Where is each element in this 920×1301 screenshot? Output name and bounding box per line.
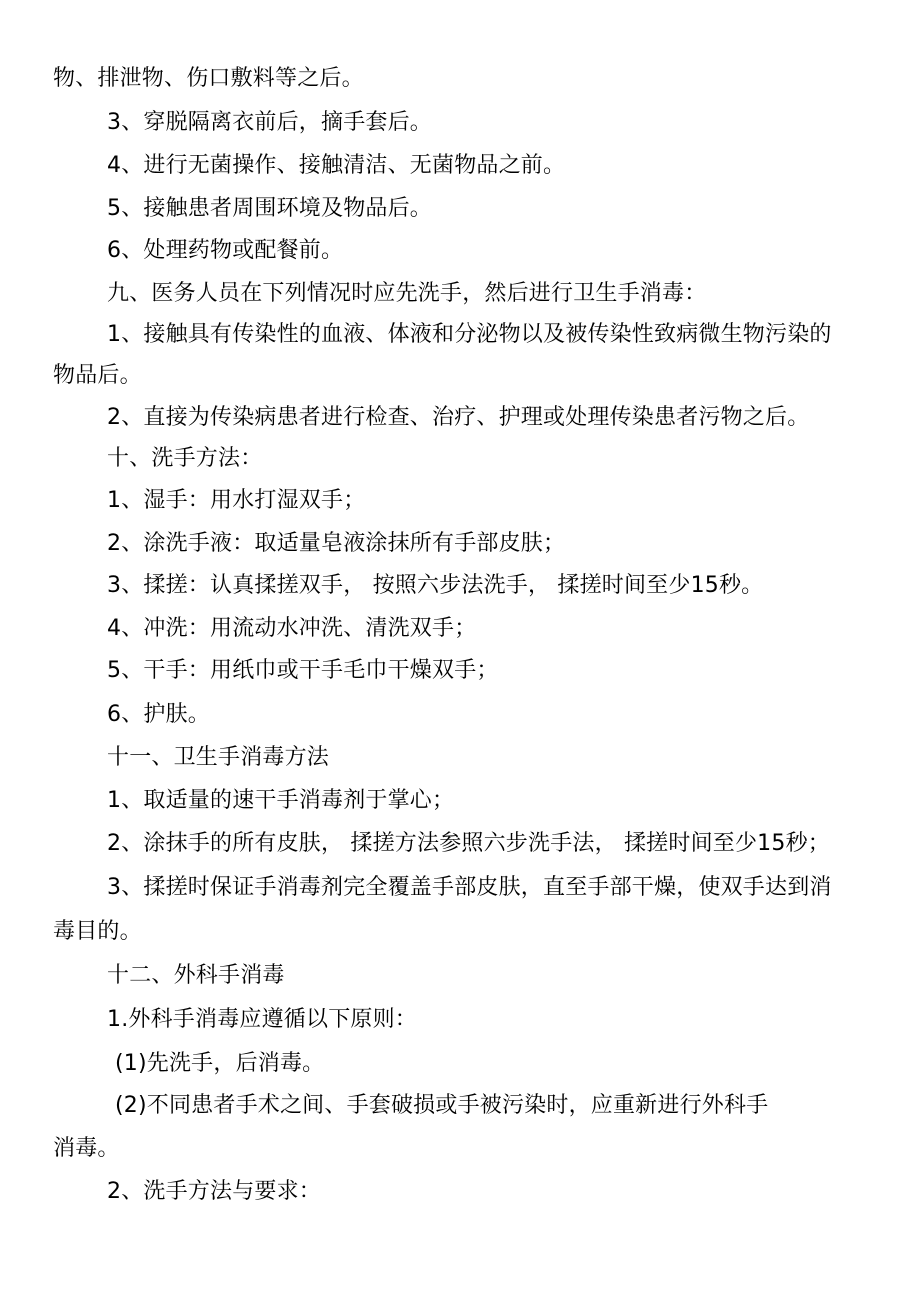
text-line: 2、洗手方法与要求： — [107, 1179, 321, 1204]
text-line: 4、进行无菌操作、接触清洁、无菌物品之前。 — [107, 153, 566, 178]
text-line: (1)先洗手，后消毒。 — [115, 1051, 325, 1076]
text-line: 2、涂抹手的所有皮肤， 揉搓方法参照六步洗手法， 揉搓时间至少15秒； — [107, 831, 830, 856]
text-line: 6、护肤。 — [107, 702, 210, 727]
section-heading: 九、医务人员在下列情况时应先洗手，然后进行卫生手消毒： — [107, 281, 707, 306]
section-heading: 十、洗手方法： — [107, 446, 263, 471]
text-line: 1.外科手消毒应遵循以下原则： — [107, 1007, 417, 1032]
text-line: 3、揉搓：认真揉搓双手， 按照六步法洗手， 揉搓时间至少15秒。 — [107, 573, 764, 598]
text-line: 2、直接为传染病患者进行检查、治疗、护理或处理传染患者污物之后。 — [107, 405, 810, 430]
text-line: 3、揉搓时保证手消毒剂完全覆盖手部皮肤，直至手部干燥，使双手达到消 — [107, 875, 832, 900]
text-line: 5、干手：用纸巾或干手毛巾干燥双手； — [107, 658, 499, 683]
text-line: 6、处理药物或配餐前。 — [107, 238, 344, 263]
section-heading: 十二、外科手消毒 — [107, 963, 285, 988]
text-line: 1、接触具有传染性的血液、体液和分泌物以及被传染性致病微生物污染的 — [107, 322, 832, 347]
text-line: 3、穿脱隔离衣前后，摘手套后。 — [107, 110, 432, 135]
text-line: 1、湿手：用水打湿双手； — [107, 488, 366, 513]
text-line: (2)不同患者手术之间、手套破损或手被污染时，应重新进行外科手 — [115, 1093, 769, 1118]
text-line: 物品后。 — [53, 363, 142, 388]
text-line: 毒目的。 — [53, 919, 142, 944]
text-line: 1、取适量的速干手消毒剂于掌心； — [107, 788, 455, 813]
section-heading: 十一、卫生手消毒方法 — [107, 745, 330, 770]
text-line: 消毒。 — [53, 1136, 120, 1161]
text-line: 4、冲洗：用流动水冲洗、清洗双手； — [107, 616, 477, 641]
text-line: 2、涂洗手液：取适量皂液涂抹所有手部皮肤； — [107, 531, 566, 556]
text-line: 物、排泄物、伤口敷料等之后。 — [53, 66, 364, 91]
text-line: 5、接触患者周围环境及物品后。 — [107, 196, 432, 221]
